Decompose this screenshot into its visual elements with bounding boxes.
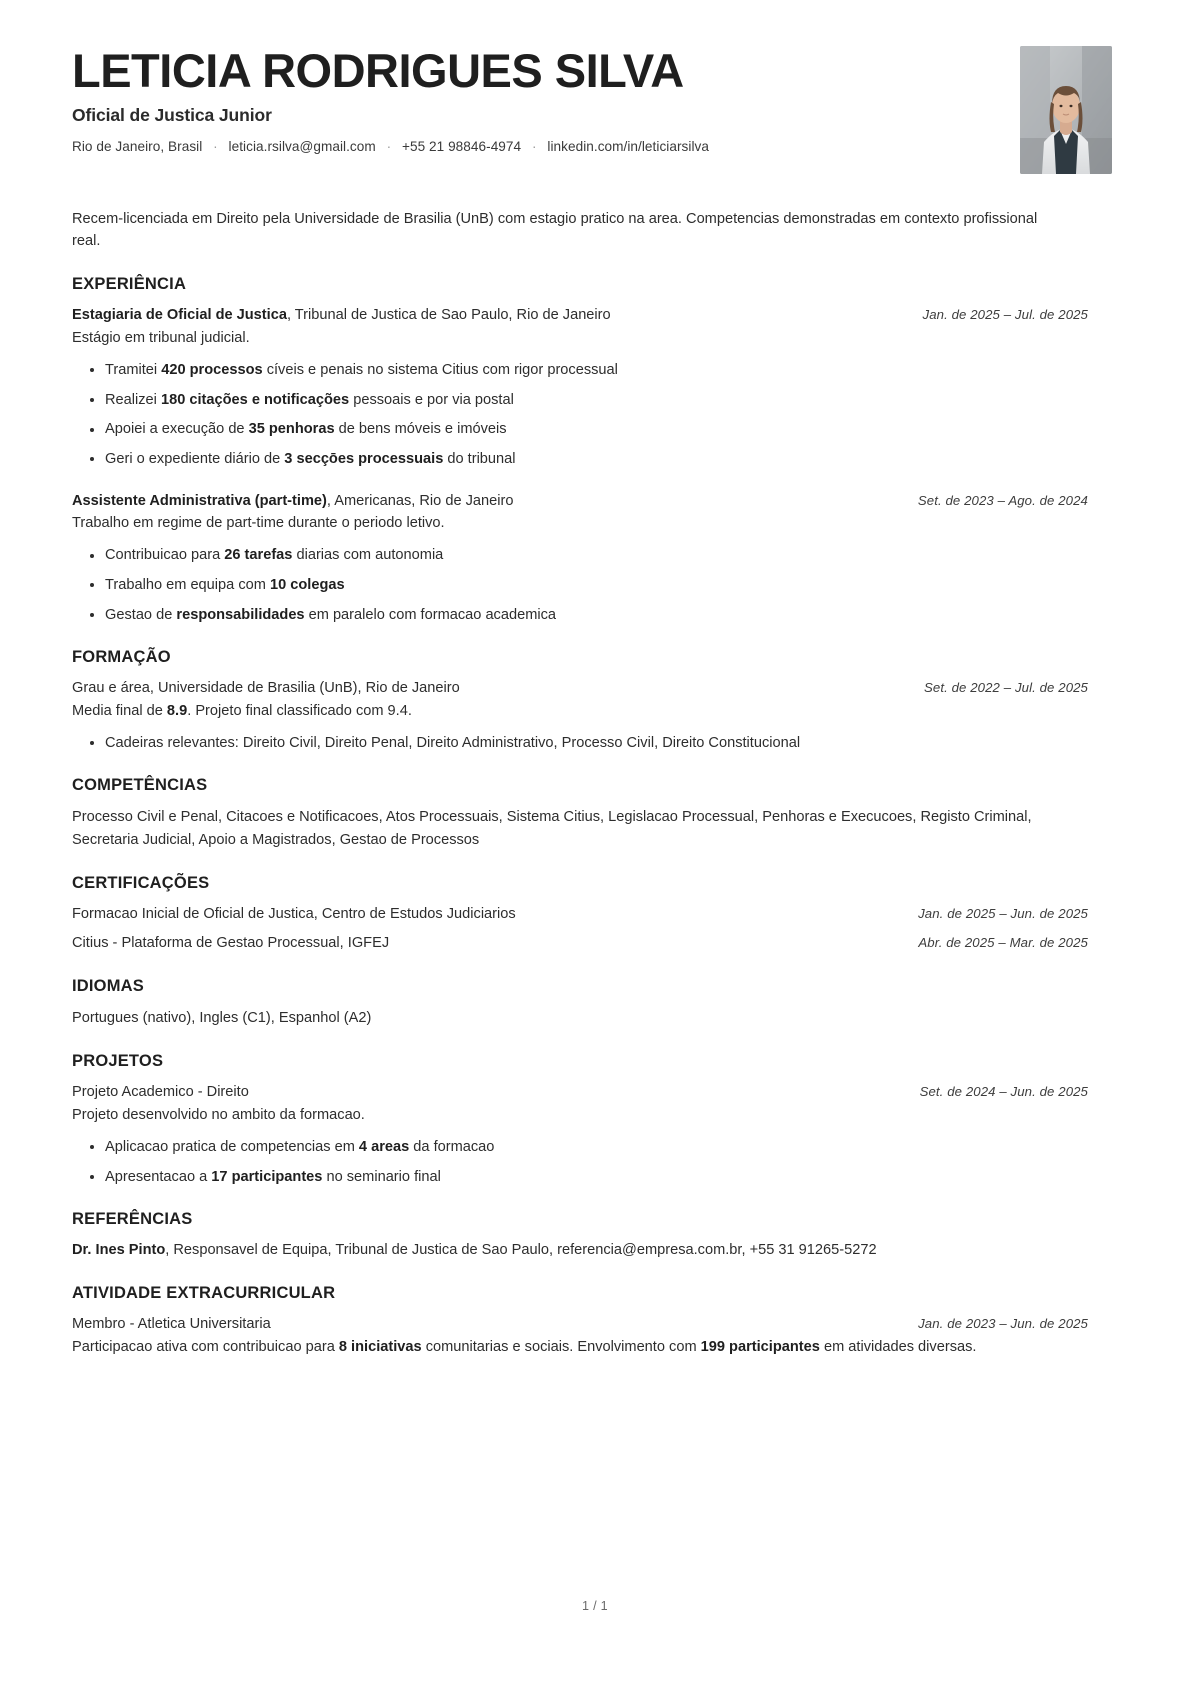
project-name: Projeto Academico - Direito <box>72 1084 249 1101</box>
extra-desc-mid: comunitarias e sociais. Envolvimento com <box>421 1338 701 1355</box>
resume-sheet <box>14 0 1176 1683</box>
bullet-text-strong: 420 processos <box>161 361 263 378</box>
experience-role: Estagiaria de Oficial de Justica <box>72 307 287 324</box>
list-item <box>105 419 1088 440</box>
contact-separator-icon: · <box>213 138 218 154</box>
education-degree: Grau e área, Universidade de Brasilia (UnB), Rio de Janeiro <box>72 680 460 697</box>
bullet-text-strong: 35 penhoras <box>248 421 335 438</box>
extra-desc-strong-1: 8 iniciativas <box>338 1338 422 1355</box>
experience-date: Jan. de 2025 – Jul. de 2025 <box>922 307 1088 323</box>
experience-company: , Tribunal de Justica de Sao Paulo, Rio de Janeiro <box>286 307 611 324</box>
reference-details: , Responsavel de Equipa, Tribunal de Justica de Sao Paulo, referencia@empresa.com.br, +55 31 91265-5272 <box>165 1242 877 1259</box>
contact-location: Rio de Janeiro, Brasil <box>72 138 203 154</box>
bullet-text-strong: 180 citações e notificações <box>160 391 350 408</box>
contact-line <box>72 139 1020 154</box>
certification-row <box>72 904 1088 925</box>
bullet-text-post: da formacao <box>409 1138 495 1155</box>
experience-role: Assistente Administrativa (part-time) <box>72 492 327 509</box>
section-title-certifications: CERTIFICAÇÕES <box>72 873 210 892</box>
extracurricular-date: Jan. de 2023 – Jun. de 2025 <box>918 1315 1088 1331</box>
education-desc-strong: 8.9 <box>166 702 188 719</box>
languages-text: Portugues (nativo), Ingles (C1), Espanhol (A2) <box>72 1010 372 1027</box>
list-item <box>105 449 1088 470</box>
contact-linkedin[interactable]: linkedin.com/in/leticiarsilva <box>547 138 709 154</box>
experience-description: Estágio em tribunal judicial. <box>72 330 250 347</box>
project-bullet-list <box>72 1137 1088 1187</box>
bullet-text-post: em paralelo com formacao academica <box>304 606 557 623</box>
extra-desc-strong-2: 199 participantes <box>700 1338 820 1355</box>
experience-date: Set. de 2023 – Ago. de 2024 <box>917 492 1088 508</box>
experience-entry-title <box>72 305 611 326</box>
bullet-text-strong: 3 secçōes processuais <box>284 450 444 467</box>
bullet-text-pre: Tramitei <box>105 361 162 378</box>
experience-description: Trabalho em regime de part-time durante o periodo letivo. <box>72 515 445 532</box>
list-item <box>105 360 1088 381</box>
extra-desc-post: em atividades diversas. <box>819 1338 977 1355</box>
project-description: Projeto desenvolvido no ambito da formacao. <box>72 1107 365 1124</box>
experience-entry-head <box>72 305 1088 326</box>
experience-entry-head <box>72 491 1088 512</box>
education-desc-pre: Media final de <box>72 702 167 719</box>
project-entry <box>72 1082 1088 1187</box>
bullet-text-pre: Realizei <box>105 391 161 408</box>
bullet-text-pre: Trabalho em equipa com <box>105 576 270 593</box>
bullet-text-strong: 26 tarefas <box>224 547 293 564</box>
bullet-text-post: pessoais e por via postal <box>349 391 514 408</box>
skills-text: Processo Civil e Penal, Citacoes e Notificacoes, Atos Processuais, Sistema Citius, Legislacao Processual, Penhoras e Execucoes, Registo Criminal, Secretaria Judicial, Apoio a Magistrados, Gestao de Processos <box>72 809 1032 848</box>
bullet-text-post: cíveis e penais no sistema Citius com rigor processual <box>262 361 618 378</box>
section-experience <box>72 275 1088 625</box>
contact-email[interactable]: leticia.rsilva@gmail.com <box>228 138 376 154</box>
bullet-text-pre: Geri o expediente diário de <box>105 450 285 467</box>
header-text-block <box>72 44 1020 154</box>
bullet-text-post: de bens móveis e imóveis <box>334 421 507 438</box>
reference-line <box>72 1240 1088 1261</box>
bullet-text-pre: Aplicacao pratica de competencias em <box>105 1138 359 1155</box>
certification-row <box>72 933 1088 954</box>
bullet-text-post: diarias com autonomia <box>292 547 444 564</box>
section-title-education: FORMAÇÃO <box>72 648 171 667</box>
section-education <box>72 648 1088 753</box>
candidate-job-title: Oficial de Justica Junior <box>72 104 272 125</box>
section-title-languages: IDIOMAS <box>72 977 144 996</box>
contact-separator-icon: · <box>531 138 537 154</box>
list-item <box>105 575 1088 596</box>
section-extracurricular <box>72 1284 1088 1357</box>
list-item <box>105 545 1088 566</box>
experience-company: , Americanas, Rio de Janeiro <box>326 492 514 509</box>
list-item <box>105 390 1088 411</box>
section-references <box>72 1210 1088 1261</box>
section-certifications <box>72 874 1088 954</box>
certification-name: Formacao Inicial de Oficial de Justica, Centro de Estudos Judiciarios <box>72 905 516 922</box>
section-title-experience: EXPERIÊNCIA <box>72 275 187 294</box>
section-title-projects: PROJETOS <box>72 1052 164 1071</box>
education-entry <box>72 678 1088 753</box>
education-date: Set. de 2022 – Jul. de 2025 <box>923 680 1088 696</box>
education-entry-head <box>72 678 1088 699</box>
profile-summary: Recem-licenciada em Direito pela Universidade de Brasilia (UnB) com estagio pratico na area. Competencias demonstradas em contexto profissional real. <box>72 211 1038 250</box>
contact-separator-icon: · <box>386 138 392 154</box>
list-item <box>105 1167 1088 1188</box>
list-item <box>105 733 1088 754</box>
page-footer <box>0 1599 1190 1613</box>
extracurricular-description <box>72 1337 1088 1358</box>
project-date: Set. de 2024 – Jun. de 2025 <box>919 1084 1088 1100</box>
section-skills <box>72 776 1088 850</box>
bullet-text-strong: responsabilidades <box>176 606 305 623</box>
project-entry-head <box>72 1082 1088 1103</box>
profile-photo <box>1020 46 1112 174</box>
certification-date: Abr. de 2025 – Mar. de 2025 <box>918 935 1088 951</box>
bullet-text-strong: 17 participantes <box>211 1168 323 1185</box>
certification-date: Jan. de 2025 – Jun. de 2025 <box>918 905 1088 921</box>
contact-phone[interactable]: +55 21 98846-4974 <box>401 138 522 154</box>
bullet-text-pre: Cadeiras relevantes: Direito Civil, Direito Penal, Direito Administrativo, Processo Civil, Direito Constitucional <box>105 734 801 751</box>
experience-entry-title <box>72 491 513 512</box>
experience-bullet-list <box>72 545 1088 625</box>
education-description <box>72 701 1088 722</box>
extra-desc-pre: Participacao ativa com contribuicao para <box>72 1338 339 1355</box>
bullet-text-pre: Contribuicao para <box>105 547 225 564</box>
list-item <box>105 1137 1088 1158</box>
resume-header <box>72 44 1088 174</box>
bullet-text-pre: Apresentacao a <box>105 1168 212 1185</box>
extracurricular-name: Membro - Atletica Universitaria <box>72 1315 271 1332</box>
education-desc-post: . Projeto final classificado com 9.4. <box>187 702 412 719</box>
experience-entry <box>72 305 1088 469</box>
education-bullet-list <box>72 733 1088 754</box>
bullet-text-strong: 10 colegas <box>269 576 345 593</box>
experience-bullet-list <box>72 360 1088 470</box>
bullet-text-strong: 4 areas <box>358 1138 410 1155</box>
section-title-references: REFERÊNCIAS <box>72 1210 193 1229</box>
page-indicator: 1 / 1 <box>581 1599 608 1613</box>
section-title-extracurricular: ATIVIDADE EXTRACURRICULAR <box>72 1283 336 1302</box>
bullet-text-post: do tribunal <box>443 450 516 467</box>
certification-name: Citius - Plataforma de Gestao Processual, IGFEJ <box>72 935 390 952</box>
experience-entry <box>72 491 1088 626</box>
bullet-text-pre: Gestao de <box>105 606 177 623</box>
list-item <box>105 605 1088 626</box>
bullet-text-post: no seminario final <box>322 1168 441 1185</box>
bullet-text-pre: Apoiei a execução de <box>105 421 249 438</box>
section-projects <box>72 1052 1088 1187</box>
extracurricular-entry-head <box>72 1314 1088 1335</box>
section-title-skills: COMPETÊNCIAS <box>72 776 208 795</box>
reference-person: Dr. Ines Pinto <box>72 1242 166 1259</box>
candidate-name: LETICIA RODRIGUES SILVA <box>72 44 684 97</box>
section-languages <box>72 977 1088 1029</box>
